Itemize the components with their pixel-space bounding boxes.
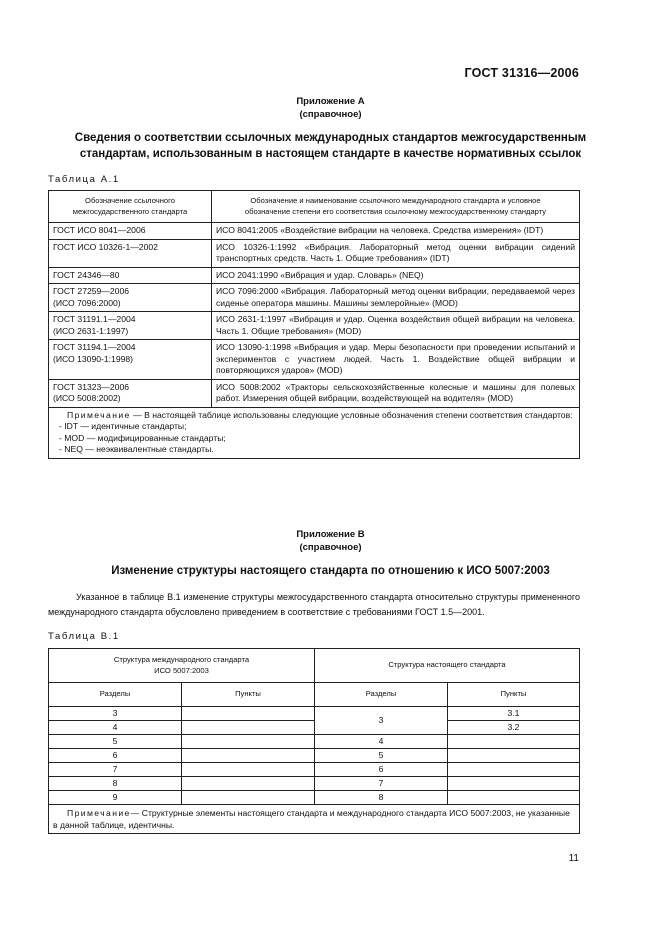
table-a1-note <box>49 407 580 458</box>
intl-point-cell <box>182 707 315 721</box>
col2-header-line1: Обозначение и наименование ссылочного международного стандарта и условное <box>250 196 541 205</box>
this-point-cell <box>448 763 580 777</box>
table-row <box>49 223 580 240</box>
intl-section-cell: 9 <box>49 791 182 805</box>
intl-point-cell <box>182 763 315 777</box>
gost-iso-ref: (ИСО 13090-1:1998) <box>53 353 134 364</box>
intl-section-cell: 3 <box>49 707 182 721</box>
appendix-b-title: Приложение В <box>296 529 365 540</box>
table-row <box>49 239 580 267</box>
table-b1-subheader-row <box>49 683 580 707</box>
this-point-cell: 3.2 <box>448 721 580 735</box>
intl-point-cell <box>182 791 315 805</box>
iso-cell: ИСО 8041:2005 «Воздействие вибрации на человека. Средства измерения» (IDT) <box>212 223 580 240</box>
this-section-cell: 8 <box>315 791 448 805</box>
table-b1-intl-header <box>49 649 315 683</box>
table-row <box>49 340 580 380</box>
gost-designation: ГОСТ ИСО 8041—2006 <box>53 225 146 235</box>
table-b1 <box>48 648 580 834</box>
table-a1 <box>48 190 580 459</box>
table-row <box>49 721 580 735</box>
iso-cell: ИСО 10326-1:1992 «Вибрация. Лабораторный метод оценки вибрации сидений транспортных средств. Часть 1. Общие требования» (IDT) <box>212 239 580 267</box>
table-b1-note <box>49 805 580 834</box>
table-row <box>49 707 580 721</box>
document-code: ГОСТ 31316—2006 <box>464 66 579 80</box>
iso-cell: ИСО 13090-1:1998 «Вибрация и удар. Меры безопасности при проведении испытаний и экспериментов с участием людей. Часть 1. Воздействие общей вибрации и повторяющихся ударов» (MOD) <box>212 340 580 380</box>
table-a1-note-row <box>49 407 580 458</box>
page-number: 11 <box>568 853 579 864</box>
note-label: Примечание <box>67 409 131 420</box>
col1-header-line2: межгосударственного стандарта <box>72 206 188 216</box>
table-row <box>49 735 580 749</box>
table-row <box>49 749 580 763</box>
appendix-a-title: Приложение А <box>296 96 365 107</box>
intl-section-cell: 4 <box>49 721 182 735</box>
this-point-cell <box>448 735 580 749</box>
note-text: — Структурные элементы настоящего стандарта и международного стандарта ИСО 5007:2003, не указанные в данной таблице, идентичны. <box>53 808 570 830</box>
col1-header-line1: Обозначение ссылочного <box>85 196 175 205</box>
this-section-cell: 4 <box>315 735 448 749</box>
intl-point-cell <box>182 721 315 735</box>
table-row <box>49 379 580 407</box>
this-point-cell <box>448 791 580 805</box>
table-row <box>49 284 580 312</box>
gost-designation: ГОСТ 27259—2006 <box>53 286 130 296</box>
iso-cell: ИСО 5008:2002 «Тракторы сельскохозяйственные колесные и машины для полевых работ. Измерения общей вибрации, воздействующей на водителя» (MOD) <box>212 379 580 407</box>
note-text: — В настоящей таблице использованы следующие условные обозначения степени соответствия стандартов: <box>130 409 573 420</box>
note-item: - IDT — идентичные стандарты; <box>59 421 187 431</box>
intl-header-line1: Структура международного стандарта <box>113 655 250 664</box>
note-item: - MOD — модифицированные стандарты; <box>59 432 226 443</box>
intl-sections-header: Разделы <box>49 683 182 707</box>
intl-section-cell: 8 <box>49 777 182 791</box>
appendix-a-subtitle: (справочное) <box>299 109 362 120</box>
this-section-cell: 3 <box>315 707 448 735</box>
this-point-cell <box>448 749 580 763</box>
note-item: - NEQ — неэквивалентные стандарты. <box>59 444 214 454</box>
gost-iso-ref: (ИСО 7096:2000) <box>53 297 121 308</box>
appendix-a-heading-line2: стандартам, использованным в настоящем стандарте в качестве нормативных ссылок <box>79 148 582 160</box>
table-a1-header-row <box>49 191 580 223</box>
gost-cell <box>49 239 212 267</box>
iso-cell: ИСО 2041:1990 «Вибрация и удар. Словарь» (NEQ) <box>212 267 580 284</box>
gost-designation: ГОСТ 31191.1—2004 <box>53 314 136 324</box>
this-point-cell <box>448 777 580 791</box>
this-section-cell: 6 <box>315 763 448 777</box>
intl-points-header: Пункты <box>182 683 315 707</box>
table-row <box>49 312 580 340</box>
gost-designation: ГОСТ 24346—80 <box>53 269 120 280</box>
table-a1-col2-header <box>212 191 580 223</box>
gost-cell <box>49 312 212 340</box>
gost-cell <box>49 340 212 380</box>
this-sections-header: Разделы <box>315 683 448 707</box>
gost-cell <box>49 379 212 407</box>
appendix-a-heading <box>0 130 661 162</box>
table-row <box>49 267 580 284</box>
gost-designation: ГОСТ ИСО 10326-1—2002 <box>53 241 158 252</box>
gost-designation: ГОСТ 31194.1—2004 <box>53 342 136 352</box>
gost-cell <box>49 267 212 284</box>
this-section-cell: 7 <box>315 777 448 791</box>
note-label: Примечание <box>67 808 131 818</box>
appendix-b-subtitle: (справочное) <box>299 542 362 553</box>
table-a1-label: Таблица А.1 <box>48 174 120 185</box>
table-row <box>49 763 580 777</box>
this-points-header: Пункты <box>448 683 580 707</box>
table-b1-this-header: Структура настоящего стандарта <box>315 649 580 683</box>
appendix-a-heading-line1: Сведения о соответствии ссылочных международных стандартов межгосударственным <box>74 132 587 144</box>
table-a1-col1-header <box>49 191 212 223</box>
col2-header-line2: обозначение степени его соответствия ссылочному межгосударственному стандарту <box>244 206 547 216</box>
appendix-b-heading: Изменение структуры настоящего стандарта по отношению к ИСО 5007:2003 <box>111 565 550 577</box>
table-b1-note-row <box>49 805 580 834</box>
gost-cell <box>49 223 212 240</box>
intl-section-cell: 6 <box>49 749 182 763</box>
this-section-cell: 5 <box>315 749 448 763</box>
table-row <box>49 791 580 805</box>
intl-point-cell <box>182 777 315 791</box>
table-b1-label: Таблица В.1 <box>48 631 120 642</box>
intl-section-cell: 5 <box>49 735 182 749</box>
table-b1-header-row <box>49 649 580 683</box>
intl-header-line2: ИСО 5007:2003 <box>154 665 209 675</box>
intl-point-cell <box>182 749 315 763</box>
gost-iso-ref: (ИСО 2631-1:1997) <box>53 325 129 336</box>
intl-point-cell <box>182 735 315 749</box>
gost-cell <box>49 284 212 312</box>
iso-cell: ИСО 7096:2000 «Вибрация. Лабораторный метод оценки вибрации, передаваемой через сиденье оператора машины. Машины землеройные» (MOD) <box>212 284 580 312</box>
iso-cell: ИСО 2631-1:1997 «Вибрация и удар. Оценка воздействия общей вибрации на человека. Часть 1. Общие требования» (MOD) <box>212 312 580 340</box>
table-row <box>49 777 580 791</box>
this-point-cell: 3.1 <box>448 707 580 721</box>
gost-iso-ref: (ИСО 5008:2002) <box>53 393 121 403</box>
appendix-b-paragraph: Указанное в таблице В.1 изменение структуры межгосударственного стандарта относительно структуры примененного международного стандарта обусловлено приведением в соответствие с требованиями ГОСТ 1.5—2001. <box>48 592 580 617</box>
intl-section-cell: 7 <box>49 763 182 777</box>
gost-designation: ГОСТ 31323—2006 <box>53 381 130 392</box>
